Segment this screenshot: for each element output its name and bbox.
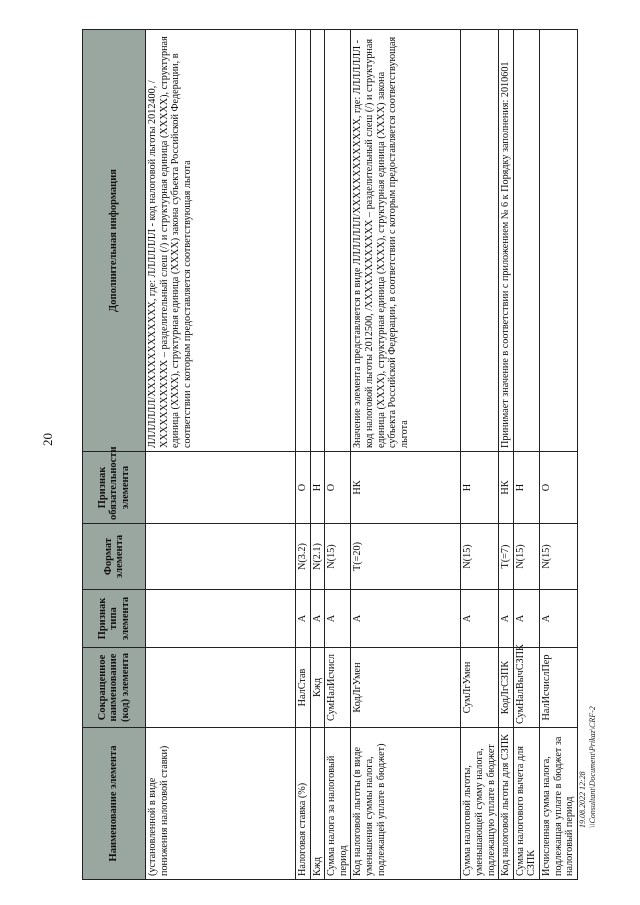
table-row (325, 30, 351, 880)
footer-path: \\Consultant\Document\Prikaz\CRF-2 (588, 706, 597, 828)
cell-format: N(15) (325, 524, 351, 590)
cell-required: Н (461, 452, 499, 524)
footer-timestamp: 19.08.2022 12:28 (578, 771, 587, 828)
table-row (310, 30, 325, 880)
header-cell: Сокращенное наименование (код) элемента (83, 648, 146, 728)
cell-info (296, 30, 311, 452)
cell-format: N(3.2) (296, 524, 311, 590)
cell-type: А (351, 590, 461, 648)
table-row (146, 30, 296, 880)
cell-format: T(=7) (499, 524, 514, 590)
cell-required: О (539, 452, 577, 524)
cell-name: (установленной в виде понижения налоговой ставки) (146, 728, 296, 880)
cell-type: А (296, 590, 311, 648)
table-row (461, 30, 499, 880)
document-footer (578, 706, 598, 828)
cell-info (461, 30, 499, 452)
table-row (296, 30, 311, 880)
header-cell: Признак типа элемента (83, 590, 146, 648)
cell-required: НК (499, 452, 514, 524)
cell-type: А (499, 590, 514, 648)
cell-required: О (325, 452, 351, 524)
header-cell: Дополнительная информация (83, 30, 146, 452)
cell-format: N(2.1) (310, 524, 325, 590)
table-row (513, 30, 539, 880)
cell-name: Налоговая ставка (%) (296, 728, 311, 880)
cell-code: КодЛгУмен (351, 648, 461, 728)
cell-type: А (325, 590, 351, 648)
cell-name: Сумма налоговой льготы, уменьшающей сумму налога, подлежащую уплате в бюджет (461, 728, 499, 880)
cell-code: Кжд (310, 648, 325, 728)
cell-code: КодЛгСЗПК (499, 648, 514, 728)
page-number: 20 (40, 433, 55, 446)
cell-format: N(15) (539, 524, 577, 590)
cell-info (513, 30, 539, 452)
table-row (539, 30, 577, 880)
cell-type: А (310, 590, 325, 648)
table-row (499, 30, 514, 880)
cell-type: А (513, 590, 539, 648)
cell-format (146, 524, 296, 590)
cell-name: Сумма налогового вычета для СЗПК (513, 728, 539, 880)
cell-name: Код налоговой льготы (в виде уменьшения суммы налога, подлежащей уплате в бюджет) (351, 728, 461, 880)
cell-required (146, 452, 296, 524)
cell-format: N(15) (513, 524, 539, 590)
cell-name: Сумма налога за налоговый период (325, 728, 351, 880)
cell-code: СумЛгУмен (461, 648, 499, 728)
cell-code (146, 648, 296, 728)
header-cell: Наименование элемента (83, 728, 146, 880)
cell-required: Н (310, 452, 325, 524)
cell-name: Код налоговой льготы для СЗПК (499, 728, 514, 880)
cell-info: Принимает значение в соответствии с приложением № 6 к Порядку заполнения: 2010601 (499, 30, 514, 452)
cell-required: Н (513, 452, 539, 524)
header-cell: Формат элемента (83, 524, 146, 590)
cell-code: СумНалИсчисл (325, 648, 351, 728)
cell-info (539, 30, 577, 452)
cell-format: N(15) (461, 524, 499, 590)
cell-required: О (296, 452, 311, 524)
cell-code: НалИсчислПер (539, 648, 577, 728)
cell-info: ЛЛЛЛЛЛЛ/ХХХХХХХХХХХХХ, где: ЛЛЛЛЛЛЛ - код налоговой льготы 2012400, /ХХХХХХХХХХХХ – разделительный слеш (/) и структурная единица (XXXXX), структурная единица (XXXX), структурная единица (XXXX) закона субъекта Российской Федерации, в соответствии с которым предоставляется соответствующая льгота (146, 30, 296, 452)
cell-info: Значение элемента представляется в виде ЛЛЛЛЛЛЛ/ХХХХХХХХХХХХХ, где: ЛЛЛЛЛЛЛ - код налоговой льготы 2012500, /ХХХХХХХХХХХХ – разделительный слеш (/) и структурная единица (XXXX), структурная единица (XXXX), структурная единица (XXXX) закона субъекта Российской Федерации, в соответствии с которым предоставляется соответствующая льгота (351, 30, 461, 452)
table-row (351, 30, 461, 880)
cell-name: Кжд (310, 728, 325, 880)
rotated-table-container (82, 30, 576, 880)
cell-code: СумНалВычСЗПК (513, 648, 539, 728)
cell-code: НалСтав (296, 648, 311, 728)
cell-required: НК (351, 452, 461, 524)
cell-name: Исчисленная сумма налога, подлежащая уплате в бюджет за налоговый период (539, 728, 577, 880)
cell-type (146, 590, 296, 648)
cell-type: А (461, 590, 499, 648)
elements-table (82, 29, 578, 880)
header-cell: Признак обязательности элемента (83, 452, 146, 524)
table-header-row (83, 30, 146, 880)
cell-info (310, 30, 325, 452)
cell-type: А (539, 590, 577, 648)
cell-info (325, 30, 351, 452)
cell-format: T(=20) (351, 524, 461, 590)
